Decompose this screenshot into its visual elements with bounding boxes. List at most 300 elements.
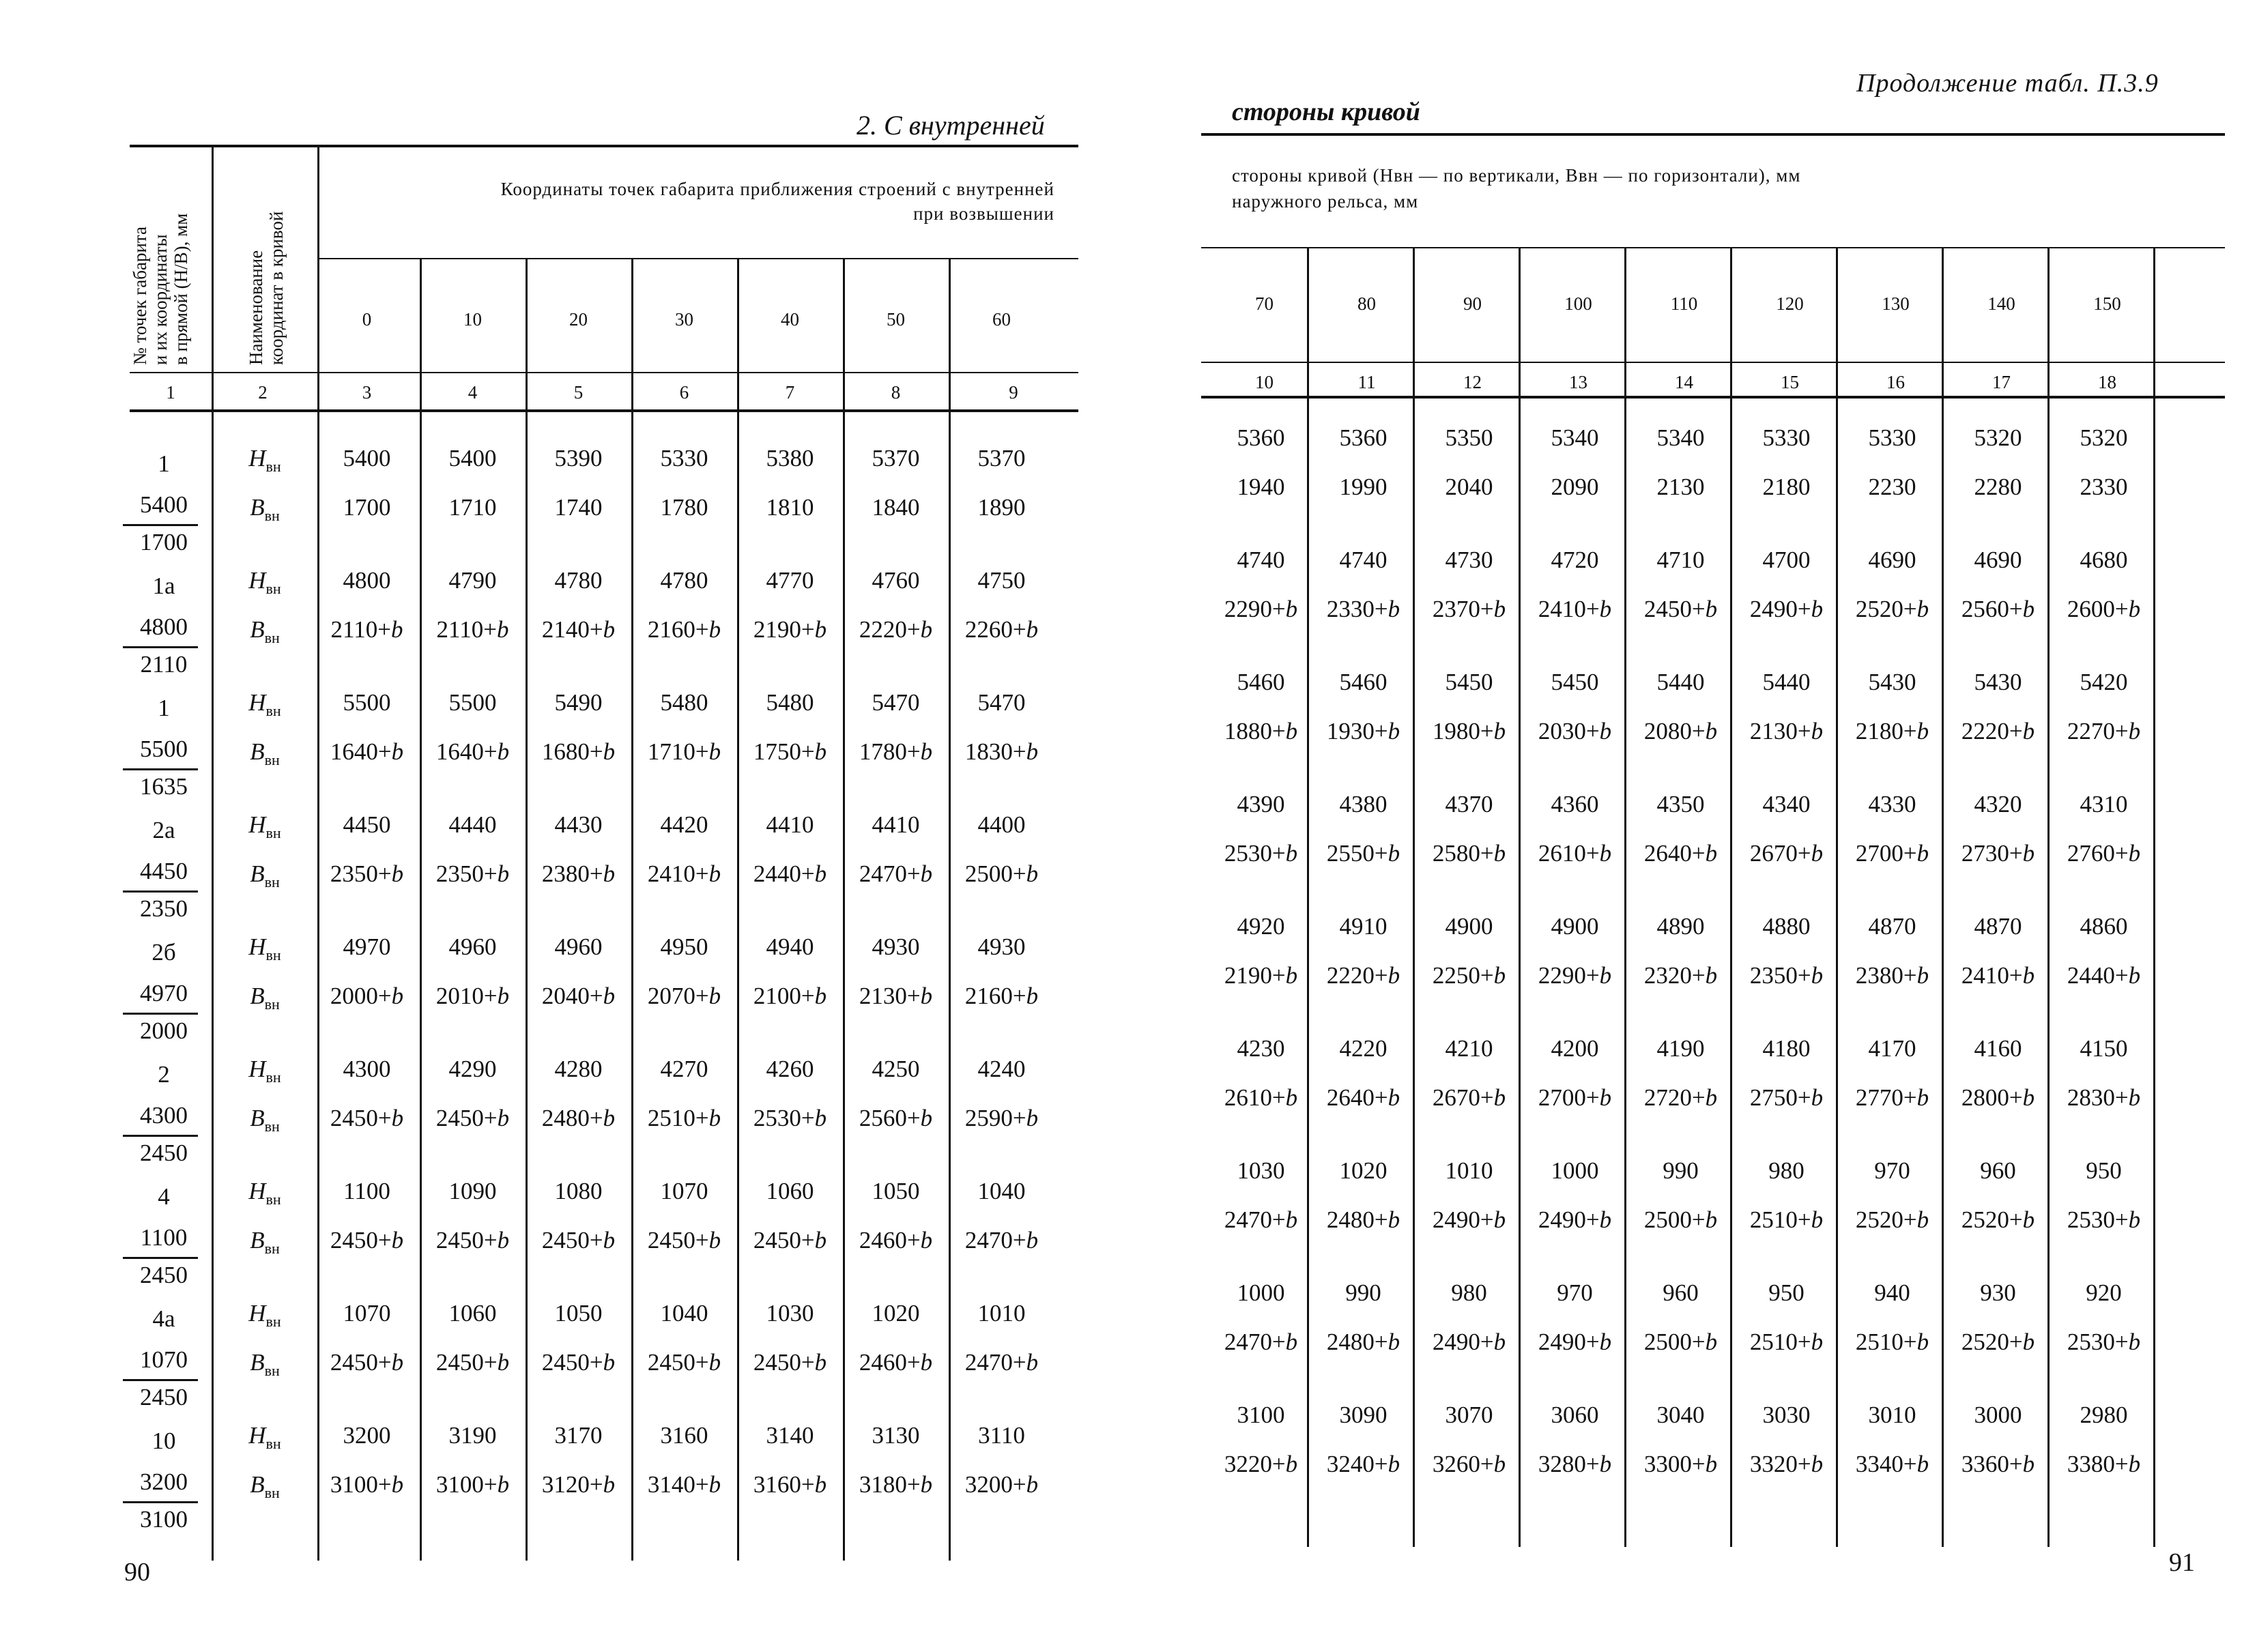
h-value-cell: 1040	[977, 1178, 1026, 1204]
continuation-label: Продолжение табл. П.3.9	[1856, 69, 2159, 98]
b-value-cell: 2350+b	[330, 860, 404, 887]
b-value-cell: 2720+b	[1643, 1084, 1718, 1111]
h-value-cell: 4790	[448, 567, 497, 594]
h-value-cell: 5430	[1974, 669, 2022, 695]
h-value-cell: 5330	[1868, 424, 1916, 451]
elevation-value: 60	[992, 309, 1011, 330]
elevation-value: 20	[569, 309, 588, 330]
h-value-cell: 4340	[1762, 791, 1811, 817]
elevation-value: 70	[1255, 293, 1274, 314]
h-value-cell: 1020	[1339, 1157, 1388, 1184]
point-b: 2450	[140, 1384, 188, 1410]
fraction-bar	[123, 524, 198, 526]
coord-name-b: $B_{вн}$	[250, 1471, 280, 1501]
b-value-cell: 2700+b	[1855, 840, 1929, 867]
h-value-cell: 4870	[1868, 913, 1916, 940]
point-b: 1700	[140, 529, 188, 555]
column-divider	[212, 145, 214, 1561]
h-value-cell: 1100	[343, 1178, 390, 1204]
h-value-cell: 4710	[1656, 547, 1705, 573]
h-value-cell: 4700	[1762, 547, 1811, 573]
coord-name-h: $H_{вн}$	[248, 1422, 281, 1452]
b-value-cell: 2450+b	[541, 1227, 616, 1254]
h-value-cell: 3200	[343, 1422, 391, 1449]
b-value-cell: 2480+b	[1326, 1329, 1400, 1355]
b-value-cell: 3160+b	[753, 1471, 827, 1498]
h-value-cell: 4960	[554, 933, 603, 960]
b-value-cell: 3220+b	[1224, 1451, 1298, 1477]
coord-name-b: $B_{вн}$	[250, 738, 280, 768]
h-value-cell: 4220	[1339, 1035, 1388, 1062]
h-value-cell: 5470	[977, 689, 1026, 716]
h-value-cell: 4900	[1551, 913, 1599, 940]
b-value-cell: 3280+b	[1538, 1451, 1612, 1477]
b-value-cell: 2450+b	[330, 1105, 404, 1131]
point-b: 2450	[140, 1262, 188, 1288]
b-value-cell: 2250+b	[1432, 962, 1506, 989]
b-value-cell: 2130+b	[859, 983, 933, 1009]
b-value-cell: 2510+b	[1855, 1329, 1929, 1355]
h-value-cell: 4770	[766, 567, 814, 594]
elevation-value: 130	[1882, 293, 1910, 314]
b-value-cell: 3320+b	[1749, 1451, 1824, 1477]
b-value-cell: 2590+b	[964, 1105, 1039, 1131]
h-value-cell: 960	[1663, 1279, 1699, 1306]
h-value-cell: 4910	[1339, 913, 1388, 940]
h-value-cell: 4930	[872, 933, 920, 960]
b-value-cell: 2260+b	[964, 616, 1039, 643]
b-value-cell: 2480+b	[1326, 1206, 1400, 1233]
b-value-cell: 2490+b	[1432, 1329, 1506, 1355]
section-title-right: стороны кривой	[1232, 98, 1420, 126]
h-value-cell: 4330	[1868, 791, 1916, 817]
column-number: 16	[1886, 372, 1905, 392]
h-value-cell: 4240	[977, 1056, 1026, 1082]
b-value-cell: 1980+b	[1432, 718, 1506, 744]
right-group-rule	[1201, 247, 2225, 248]
point-b: 2110	[140, 651, 188, 678]
b-value-cell: 2370+b	[1432, 596, 1506, 622]
elevation-value: 110	[1670, 293, 1698, 314]
fraction-bar	[123, 1135, 198, 1137]
b-value-cell: 2490+b	[1538, 1206, 1612, 1233]
h-value-cell: 5460	[1237, 669, 1285, 695]
h-value-cell: 4970	[343, 933, 391, 960]
h-value-cell: 3010	[1868, 1402, 1916, 1428]
b-value-cell: 1940	[1237, 474, 1285, 500]
coord-name-b: $B_{вн}$	[250, 616, 280, 646]
elevation-value: 0	[362, 309, 372, 330]
b-value-cell: 2130	[1656, 474, 1705, 500]
h-value-cell: 1000	[1237, 1279, 1285, 1306]
b-value-cell: 1750+b	[753, 738, 827, 765]
h-value-cell: 4380	[1339, 791, 1388, 817]
coord-name-b: $B_{вн}$	[250, 1349, 280, 1379]
b-value-cell: 2470+b	[859, 860, 933, 887]
b-value-cell: 2290+b	[1224, 596, 1298, 622]
h-value-cell: 970	[1874, 1157, 1910, 1184]
h-value-cell: 950	[1768, 1279, 1805, 1306]
b-value-cell: 3140+b	[647, 1471, 721, 1498]
h-value-cell: 3170	[554, 1422, 603, 1449]
b-value-cell: 3340+b	[1855, 1451, 1929, 1477]
b-value-cell: 2530+b	[1224, 840, 1298, 867]
b-value-cell: 2490+b	[1432, 1206, 1506, 1233]
point-id: 10	[152, 1428, 176, 1454]
h-value-cell: 4320	[1974, 791, 2022, 817]
b-value-cell: 1680+b	[541, 738, 616, 765]
elevation-value: 90	[1463, 293, 1482, 314]
b-value-cell: 2280	[1974, 474, 2022, 500]
h-value-cell: 4290	[448, 1056, 497, 1082]
right-header-bottom-rule	[1201, 396, 2225, 398]
b-value-cell: 3120+b	[541, 1471, 616, 1498]
point-id: 4	[158, 1183, 170, 1210]
elevation-value: 50	[887, 309, 905, 330]
h-value-cell: 3140	[766, 1422, 814, 1449]
b-value-cell: 1890	[977, 494, 1026, 521]
h-value-cell: 5450	[1445, 669, 1493, 695]
point-id: 2б	[152, 939, 176, 966]
elevation-value: 40	[781, 309, 799, 330]
b-value-cell: 2770+b	[1855, 1084, 1929, 1111]
b-value-cell: 1780+b	[859, 738, 933, 765]
b-value-cell: 2190+b	[1224, 962, 1298, 989]
point-h: 1070	[140, 1346, 188, 1373]
h-value-cell: 980	[1451, 1279, 1487, 1306]
b-value-cell: 2320+b	[1643, 962, 1718, 989]
b-value-cell: 2510+b	[647, 1105, 721, 1131]
b-value-cell: 2010+b	[435, 983, 510, 1009]
fraction-bar	[123, 768, 198, 770]
b-value-cell: 3180+b	[859, 1471, 933, 1498]
h-value-cell: 5480	[766, 689, 814, 716]
coord-name-h: $H_{вн}$	[248, 567, 281, 597]
h-value-cell: 4680	[2080, 547, 2128, 573]
h-value-cell: 5370	[977, 445, 1026, 472]
h-value-cell: 970	[1557, 1279, 1593, 1306]
h-value-cell: 4150	[2080, 1035, 2128, 1062]
b-value-cell: 3100+b	[330, 1471, 404, 1498]
point-h: 5400	[140, 491, 188, 518]
point-b: 2450	[140, 1140, 188, 1166]
h-value-cell: 1050	[554, 1300, 603, 1327]
h-value-cell: 3030	[1762, 1402, 1811, 1428]
column-number: 13	[1569, 372, 1587, 392]
b-value-cell: 2160+b	[647, 616, 721, 643]
h-value-cell: 1050	[872, 1178, 920, 1204]
h-value-cell: 4200	[1551, 1035, 1599, 1062]
b-value-cell: 2090	[1551, 474, 1599, 500]
h-value-cell: 4300	[343, 1056, 391, 1082]
b-value-cell: 2350+b	[1749, 962, 1824, 989]
h-value-cell: 4900	[1445, 913, 1493, 940]
h-value-cell: 5450	[1551, 669, 1599, 695]
fraction-bar	[123, 646, 198, 648]
b-value-cell: 2080+b	[1643, 718, 1718, 744]
point-h: 5500	[140, 736, 188, 762]
h-value-cell: 4250	[872, 1056, 920, 1082]
h-value-cell: 4230	[1237, 1035, 1285, 1062]
h-value-cell: 4180	[1762, 1035, 1811, 1062]
b-value-cell: 2450+b	[1643, 596, 1718, 622]
column-number: 6	[679, 382, 689, 403]
b-value-cell: 3260+b	[1432, 1451, 1506, 1477]
b-value-cell: 3300+b	[1643, 1451, 1718, 1477]
b-value-cell: 2470+b	[1224, 1329, 1298, 1355]
h-value-cell: 5360	[1339, 424, 1388, 451]
right-elevation-rule	[1201, 362, 2225, 363]
b-value-cell: 1990	[1339, 474, 1388, 500]
h-value-cell: 3100	[1237, 1402, 1285, 1428]
b-value-cell: 2160+b	[964, 983, 1039, 1009]
b-value-cell: 2270+b	[2067, 718, 2141, 744]
column-number: 4	[468, 382, 478, 403]
point-id: 1	[158, 695, 170, 721]
column-number: 17	[1992, 372, 2011, 392]
column-number: 14	[1675, 372, 1693, 392]
b-value-cell: 1810	[766, 494, 814, 521]
column-number: 12	[1463, 372, 1482, 392]
b-value-cell: 2670+b	[1432, 1084, 1506, 1111]
point-id: 2	[158, 1061, 170, 1088]
point-h: 1100	[140, 1224, 188, 1251]
coord-name-h: $H_{вн}$	[248, 1300, 281, 1330]
b-value-cell: 3380+b	[2067, 1451, 2141, 1477]
h-value-cell: 4750	[977, 567, 1026, 594]
col2-header: Наименование координат в кривой	[246, 211, 287, 365]
h-value-cell: 4310	[2080, 791, 2128, 817]
fraction-bar	[123, 1501, 198, 1503]
h-value-cell: 4940	[766, 933, 814, 960]
h-value-cell: 5500	[448, 689, 497, 716]
h-value-cell: 4280	[554, 1056, 603, 1082]
coord-name-h: $H_{вн}$	[248, 933, 281, 963]
b-value-cell: 2040	[1445, 474, 1493, 500]
b-value-cell: 2330+b	[1326, 596, 1400, 622]
b-value-cell: 2190+b	[753, 616, 827, 643]
h-value-cell: 3160	[660, 1422, 708, 1449]
b-value-cell: 2410+b	[1961, 962, 2035, 989]
h-value-cell: 4960	[448, 933, 497, 960]
h-value-cell: 4350	[1656, 791, 1705, 817]
b-value-cell: 2460+b	[859, 1227, 933, 1254]
h-value-cell: 5390	[554, 445, 603, 472]
elevation-value: 120	[1776, 293, 1804, 314]
h-value-cell: 5500	[343, 689, 391, 716]
b-value-cell: 2490+b	[1749, 596, 1824, 622]
h-value-cell: 5440	[1762, 669, 1811, 695]
h-value-cell: 4950	[660, 933, 708, 960]
b-value-cell: 2450+b	[330, 1227, 404, 1254]
b-value-cell: 2640+b	[1643, 840, 1718, 867]
b-value-cell: 2410+b	[1538, 596, 1612, 622]
point-h: 4300	[140, 1102, 188, 1129]
b-value-cell: 2450+b	[647, 1227, 721, 1254]
h-value-cell: 4860	[2080, 913, 2128, 940]
coord-name-b: $B_{вн}$	[250, 1227, 280, 1257]
b-value-cell: 2070+b	[647, 983, 721, 1009]
h-value-cell: 5370	[872, 445, 920, 472]
h-value-cell: 5360	[1237, 424, 1285, 451]
h-value-cell: 3190	[448, 1422, 497, 1449]
b-value-cell: 2220+b	[1961, 718, 2035, 744]
b-value-cell: 1710+b	[647, 738, 721, 765]
b-value-cell: 2530+b	[2067, 1329, 2141, 1355]
b-value-cell: 2550+b	[1326, 840, 1400, 867]
h-value-cell: 1060	[766, 1178, 814, 1204]
b-value-cell: 3200+b	[964, 1471, 1039, 1498]
b-value-cell: 2450+b	[753, 1349, 827, 1376]
h-value-cell: 5340	[1551, 424, 1599, 451]
right-group-header-line2: наружного рельса, мм	[1232, 191, 1419, 212]
b-value-cell: 2460+b	[859, 1349, 933, 1376]
h-value-cell: 4360	[1551, 791, 1599, 817]
h-value-cell: 4870	[1974, 913, 2022, 940]
point-b: 1635	[140, 773, 188, 800]
fraction-bar	[123, 1257, 198, 1259]
elevation-value: 150	[2093, 293, 2121, 314]
h-value-cell: 4800	[343, 567, 391, 594]
b-value-cell: 2230	[1868, 474, 1916, 500]
b-value-cell: 1640+b	[330, 738, 404, 765]
h-value-cell: 5330	[1762, 424, 1811, 451]
h-value-cell: 5400	[343, 445, 391, 472]
point-b: 3100	[140, 1506, 188, 1533]
h-value-cell: 4760	[872, 567, 920, 594]
h-value-cell: 4210	[1445, 1035, 1493, 1062]
point-h: 3200	[140, 1468, 188, 1495]
b-value-cell: 2180+b	[1855, 718, 1929, 744]
h-value-cell: 1080	[554, 1178, 603, 1204]
col1-header: № точек габарита и их координаты в прямой (H/B), мм	[130, 213, 191, 365]
h-value-cell: 4270	[660, 1056, 708, 1082]
h-value-cell: 5330	[660, 445, 708, 472]
h-value-cell: 4440	[448, 811, 497, 838]
right-page	[1160, 0, 2257, 1652]
h-value-cell: 4410	[872, 811, 920, 838]
coord-name-h: $H_{вн}$	[248, 811, 281, 841]
h-value-cell: 4890	[1656, 913, 1705, 940]
b-value-cell: 2470+b	[1224, 1206, 1298, 1233]
h-value-cell: 1070	[660, 1178, 708, 1204]
column-number: 3	[362, 382, 372, 403]
b-value-cell: 2610+b	[1224, 1084, 1298, 1111]
fraction-bar	[123, 1013, 198, 1015]
column-number: 8	[891, 382, 901, 403]
point-id: 2а	[152, 817, 175, 843]
b-value-cell: 2290+b	[1538, 962, 1612, 989]
group-header-line2: при возвышении	[913, 203, 1054, 224]
point-b: 2000	[140, 1017, 188, 1044]
b-value-cell: 1640+b	[435, 738, 510, 765]
b-value-cell: 2510+b	[1749, 1329, 1824, 1355]
point-id: 1а	[152, 573, 175, 599]
header-bottom-rule	[130, 409, 1078, 412]
h-value-cell: 960	[1980, 1157, 2016, 1184]
h-value-cell: 4930	[977, 933, 1026, 960]
b-value-cell: 2580+b	[1432, 840, 1506, 867]
h-value-cell: 980	[1768, 1157, 1805, 1184]
b-value-cell: 2500+b	[1643, 1206, 1718, 1233]
point-h: 4970	[140, 980, 188, 1006]
b-value-cell: 2350+b	[435, 860, 510, 887]
h-value-cell: 4420	[660, 811, 708, 838]
column-number: 9	[1009, 382, 1018, 403]
h-value-cell: 4430	[554, 811, 603, 838]
b-value-cell: 2450+b	[330, 1349, 404, 1376]
b-value-cell: 2730+b	[1961, 840, 2035, 867]
b-value-cell: 2600+b	[2067, 596, 2141, 622]
group-header-rule	[317, 258, 1078, 259]
b-value-cell: 2380+b	[541, 860, 616, 887]
h-value-cell: 5320	[2080, 424, 2128, 451]
h-value-cell: 5320	[1974, 424, 2022, 451]
h-value-cell: 4370	[1445, 791, 1493, 817]
coord-name-h: $H_{вн}$	[248, 689, 281, 719]
b-value-cell: 2110+b	[436, 616, 509, 643]
h-value-cell: 5440	[1656, 669, 1705, 695]
h-value-cell: 4400	[977, 811, 1026, 838]
b-value-cell: 2110+b	[330, 616, 403, 643]
point-b: 2350	[140, 895, 188, 922]
b-value-cell: 2220+b	[859, 616, 933, 643]
b-value-cell: 2450+b	[753, 1227, 827, 1254]
column-number: 18	[2098, 372, 2116, 392]
h-value-cell: 3040	[1656, 1402, 1705, 1428]
b-value-cell: 2140+b	[541, 616, 616, 643]
h-value-cell: 1020	[872, 1300, 920, 1327]
elevation-value: 140	[1987, 293, 2015, 314]
b-value-cell: 3100+b	[435, 1471, 510, 1498]
h-value-cell: 4260	[766, 1056, 814, 1082]
b-value-cell: 2330	[2080, 474, 2128, 500]
column-number: 10	[1255, 372, 1274, 392]
h-value-cell: 4690	[1974, 547, 2022, 573]
h-value-cell: 4170	[1868, 1035, 1916, 1062]
b-value-cell: 1830+b	[964, 738, 1039, 765]
b-value-cell: 2530+b	[753, 1105, 827, 1131]
b-value-cell: 3240+b	[1326, 1451, 1400, 1477]
h-value-cell: 1090	[448, 1178, 497, 1204]
h-value-cell: 4160	[1974, 1035, 2022, 1062]
coord-name-h: $H_{вн}$	[248, 1056, 281, 1086]
fraction-bar	[123, 1379, 198, 1381]
elevation-rule	[130, 372, 1078, 373]
h-value-cell: 5430	[1868, 669, 1916, 695]
b-value-cell: 2610+b	[1538, 840, 1612, 867]
b-value-cell: 2440+b	[2067, 962, 2141, 989]
point-h: 4450	[140, 858, 188, 884]
right-top-rule	[1201, 133, 2225, 136]
coord-name-b: $B_{вн}$	[250, 983, 280, 1013]
b-value-cell: 2520+b	[1961, 1206, 2035, 1233]
h-value-cell: 1060	[448, 1300, 497, 1327]
h-value-cell: 4690	[1868, 547, 1916, 573]
h-value-cell: 950	[2086, 1157, 2122, 1184]
b-value-cell: 2510+b	[1749, 1206, 1824, 1233]
coord-name-h: $H_{вн}$	[248, 445, 281, 475]
h-value-cell: 4450	[343, 811, 391, 838]
b-value-cell: 2470+b	[964, 1227, 1039, 1254]
b-value-cell: 2750+b	[1749, 1084, 1824, 1111]
group-header-line1: Координаты точек габарита приближения строений с внутренней	[500, 179, 1054, 199]
page-number-right: 91	[2169, 1548, 2195, 1577]
h-value-cell: 4390	[1237, 791, 1285, 817]
b-value-cell: 2040+b	[541, 983, 616, 1009]
b-value-cell: 2700+b	[1538, 1084, 1612, 1111]
h-value-cell: 4920	[1237, 913, 1285, 940]
